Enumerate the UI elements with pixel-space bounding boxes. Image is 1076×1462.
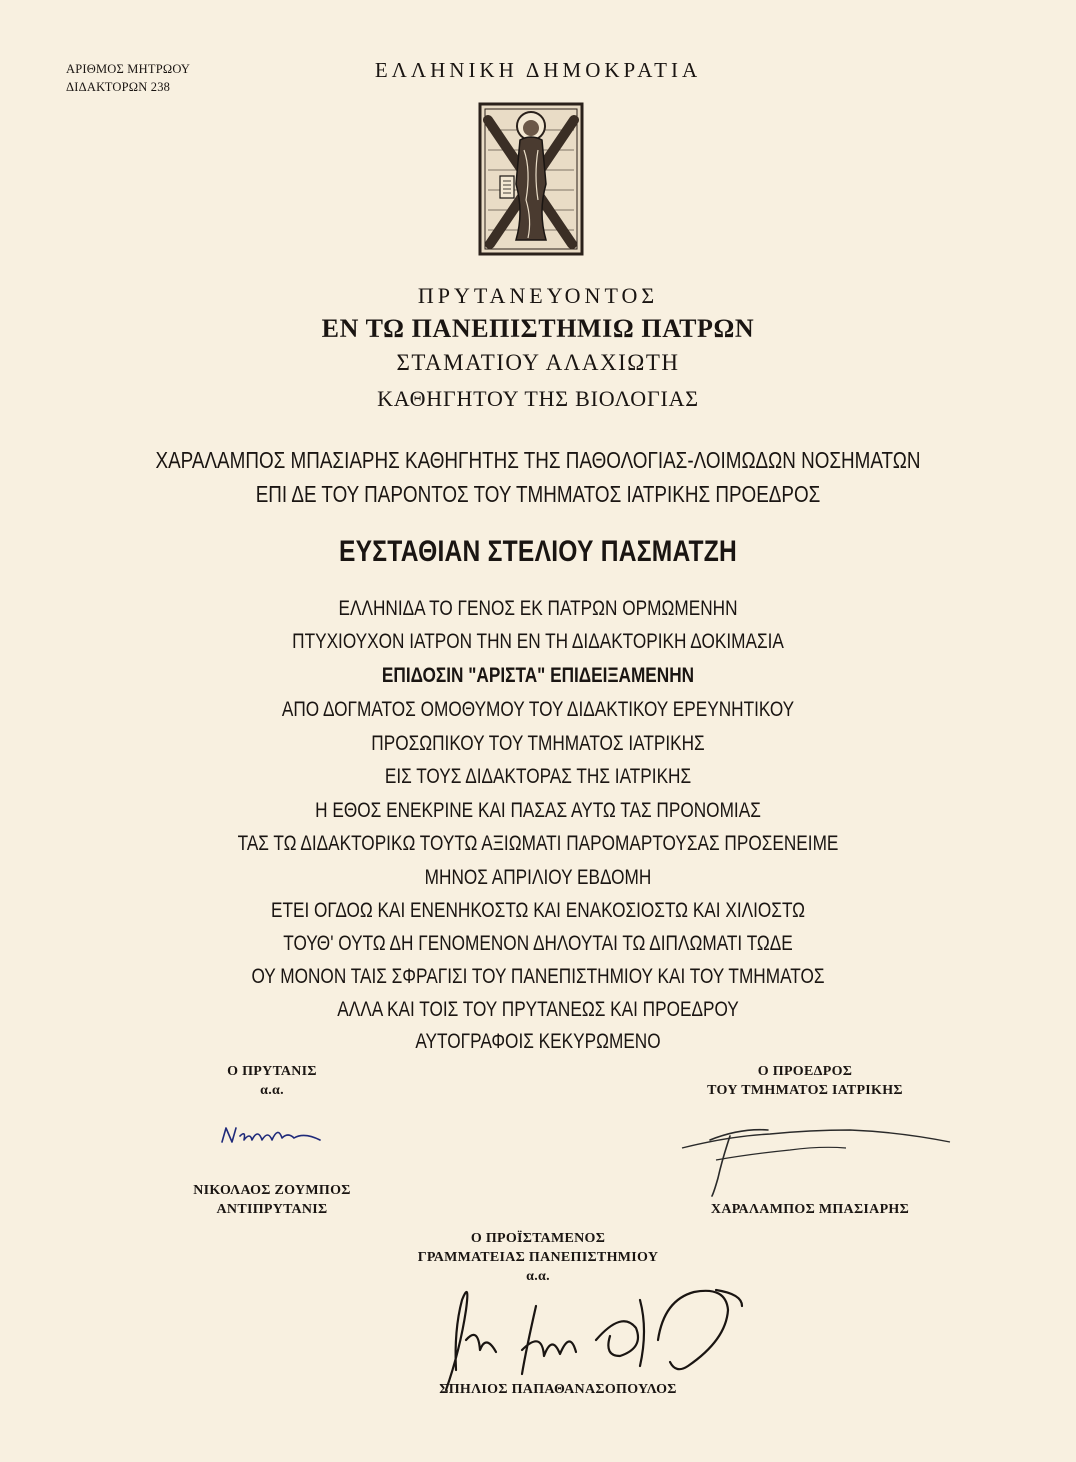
rector-name: ΣΤΑΜΑΤΙΟΥ ΑΛΑΧΙΩΤΗ [396,350,680,375]
chair-label-text: Ο ΠΡΟΕΔΡΟΣ [757,1064,853,1079]
rector-signature [216,1118,328,1152]
registry-line-1: ΑΡΙΘΜΟΣ ΜΗΤΡΩΟΥ [66,62,191,76]
chair-signatory-name: ΧΑΡΑΛΑΜΠΟΣ ΜΠΑΣΙΑΡΗΣ [710,1202,910,1217]
body-line: ΤΟΥΘ' ΟΥΤΩ ΔΗ ΓΕΝΟΜΕΝΟΝ ΔΗΛΟΥΤΑΙ ΤΩ ΔΙΠΛΩΜΑΤΙ ΤΩΔΕ [283,932,793,955]
rector-signature-label [162,1062,382,1100]
republic-heading: ΕΛΛΗΝΙΚΗ ΔΗΜΟΚΡΑΤΙΑ [374,58,702,82]
body-line: ΕΤΕΙ ΟΓΔΟΩ ΚΑΙ ΕΝΕΝΗΚΟΣΤΩ ΚΑΙ ΕΝΑΚΟΣΙΟΣΤΩ ΚΑΙ ΧΙΛΙΟΣΤΩ [270,899,806,922]
body-line: ΟΥ ΜΟΝΟΝ ΤΑΙΣ ΣΦΡΑΓΙΣΙ ΤΟΥ ΠΑΝΕΠΙΣΤΗΜΙΟΥ ΚΑΙ ΤΟΥ ΤΜΗΜΑΤΟΣ [251,965,825,988]
chair-signature [670,1120,960,1200]
chair-signature-label [660,1062,950,1100]
body-line: ΕΙΣ ΤΟΥΣ ΔΙΔΑΚΤΟΡΑΣ ΤΗΣ ΙΑΤΡΙΚΗΣ [384,765,692,788]
body-line: ΕΛΛΗΝΙΔΑ ΤΟ ΓΕΝΟΣ ΕΚ ΠΑΤΡΩΝ ΟΡΜΩΜΕΝΗΝ [338,597,738,620]
rector-label-text: Ο ΠΡΥΤΑΝΙΣ [227,1064,317,1079]
saint-andrew-emblem-icon [476,100,586,258]
recipient-name: ΕΥΣΤΑΘΙΑΝ ΣΤΕΛΙΟΥ ΠΑΣΜΑΤΖΗ [338,535,738,568]
rector-title: ΚΑΘΗΓΗΤΟΥ ΤΗΣ ΒΙΟΛΟΓΙΑΣ [377,386,699,411]
registry-line-2: ΔΙΔΑΚΤΟΡΩΝ 238 [66,80,171,94]
rector-signatory [142,1181,402,1219]
chair-line-1: ΧΑΡΑΛΑΜΠΟΣ ΜΠΑΣΙΑΡΗΣ ΚΑΘΗΓΗΤΗΣ ΤΗΣ ΠΑΘΟΛΟΓΙΑΣ-ΛΟΙΜΩΔΩΝ ΝΟΣΗΜΑΤΩΝ [155,447,921,473]
secretary-on-behalf: α.α. [526,1269,550,1284]
secretary-label-office: ΓΡΑΜΜΑΤΕΙΑΣ ΠΑΝΕΠΙΣΤΗΜΙΟΥ [417,1250,659,1265]
body-line: ΠΡΟΣΩΠΙΚΟΥ ΤΟΥ ΤΜΗΜΑΤΟΣ ΙΑΤΡΙΚΗΣ [371,732,705,755]
rector-signatory-name: ΝΙΚΟΛΑΟΣ ΖΟΥΜΠΟΣ [193,1183,351,1198]
body-line-grade: ΕΠΙΔΟΣΙΝ "ΑΡΙΣΤΑ" ΕΠΙΔΕΙΞΑΜΕΝΗΝ [381,664,695,687]
rector-on-behalf: α.α. [260,1083,284,1098]
rector-label: ΠΡΥΤΑΝΕΥΟΝΤΟΣ [417,283,659,308]
body-line: ΜΗΝΟΣ ΑΠΡΙΛΙΟΥ ΕΒΔΟΜΗ [424,866,652,889]
chair-line-2: ΕΠΙ ΔΕ ΤΟΥ ΠΑΡΟΝΤΟΣ ΤΟΥ ΤΜΗΜΑΤΟΣ ΙΑΤΡΙΚΗΣ ΠΡΟΕΔΡΟΣ [255,481,821,507]
secretary-label-text: Ο ΠΡΟΪΣΤΑΜΕΝΟΣ [470,1231,606,1246]
body-line: ΠΤΥΧΙΟΥΧΟΝ ΙΑΤΡΟΝ ΤΗΝ ΕΝ ΤΗ ΔΙΔΑΚΤΟΡΙΚΗ ΔΟΚΙΜΑΣΙΑ [292,630,784,653]
body-line: Η ΕΘΟΣ ΕΝΕΚΡΙΝΕ ΚΑΙ ΠΑΣΑΣ ΑΥΤΩ ΤΑΣ ΠΡΟΝΟΜΙΑΣ [315,799,761,822]
secretary-signatory-name: ΣΠΗΛΙΟΣ ΠΑΠΑΘΑΝΑΣΟΠΟΥΛΟΣ [439,1382,677,1397]
body-line: ΤΑΣ ΤΩ ΔΙΔΑΚΤΟΡΙΚΩ ΤΟΥΤΩ ΑΞΙΩΜΑΤΙ ΠΑΡΟΜΑΡΤΟΥΣΑΣ ΠΡΟΣΕΝΕΙΜΕ [237,832,839,855]
body-line: ΑΠΟ ΔΟΓΜΑΤΟΣ ΟΜΟΘΥΜΟΥ ΤΟΥ ΔΙΔΑΚΤΙΚΟΥ ΕΡΕΥΝΗΤΙΚΟΥ [281,698,795,721]
body-line: ΑΥΤΟΓΡΑΦΟΙΣ ΚΕΚΥΡΩΜΕΝΟ [415,1030,661,1053]
university-name: ΕΝ ΤΩ ΠΑΝΕΠΙΣΤΗΜΙΩ ΠΑΤΡΩΝ [321,314,755,343]
chair-label-department: ΤΟΥ ΤΜΗΜΑΤΟΣ ΙΑΤΡΙΚΗΣ [707,1083,903,1098]
body-line: ΑΛΛΑ ΚΑΙ ΤΟΙΣ ΤΟΥ ΠΡΥΤΑΝΕΩΣ ΚΑΙ ΠΡΟΕΔΡΟΥ [337,998,739,1021]
rector-signatory-role: ΑΝΤΙΠΡΥΤΑΝΙΣ [216,1202,328,1217]
